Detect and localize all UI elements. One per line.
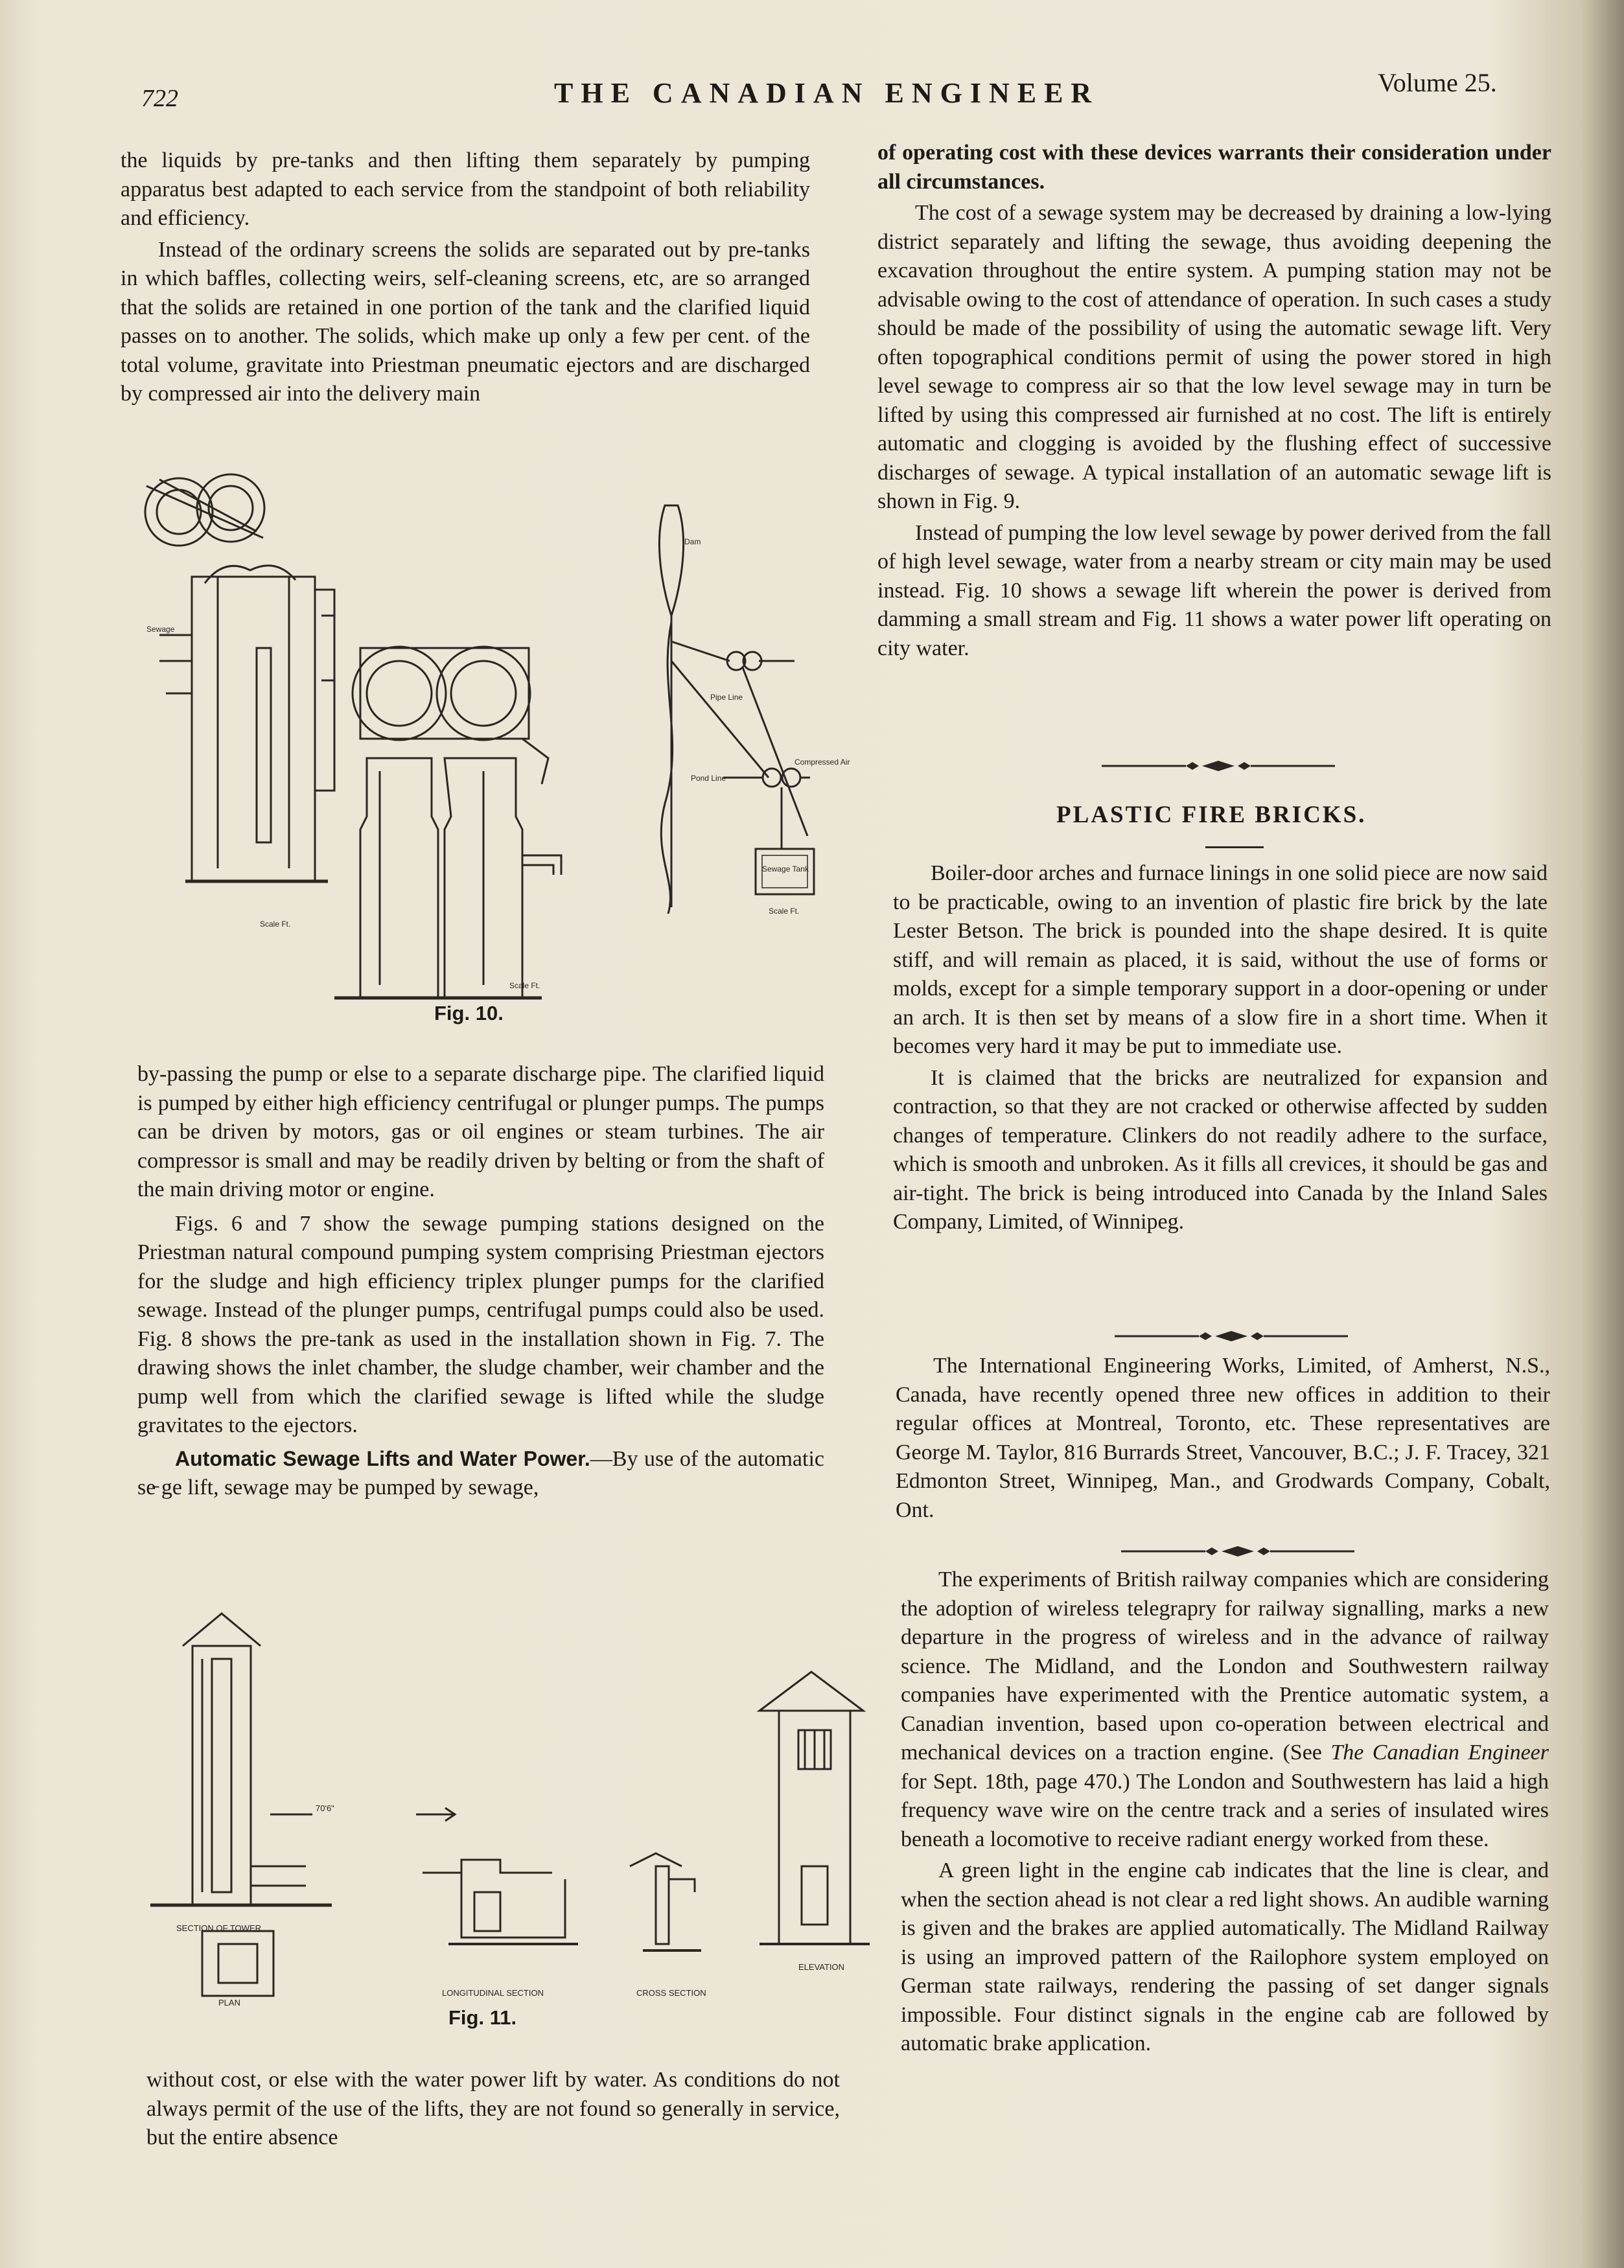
figure-10-label: Pipe Line bbox=[710, 693, 743, 702]
paragraph-text: The experiments of British railway companies which are considering the adoption of wireless telegrapry for railway signalling, marks a new departure in the progress of wireless and in the advance of railway science. The Midland, and the London and Southwestern railway companies have experimented with the Prentice automatic system, a Canadian invention, based upon co-operation between electrical and mechanical devices on a traction engine. (See bbox=[901, 1568, 1549, 1765]
figure-11-label: SECTION OF TOWER bbox=[176, 1923, 261, 1933]
ornament-divider-graphic bbox=[1102, 759, 1335, 772]
subheading: Automatic Sewage Lifts and Water Power. bbox=[175, 1446, 590, 1470]
figure-11-label: LONGITUDINAL SECTION bbox=[442, 1988, 544, 1998]
railway-signalling-article bbox=[901, 1566, 1549, 2059]
international-engineering-article bbox=[896, 1352, 1550, 1525]
paragraph: It is claimed that the bricks are neutralized for expansion and contraction, so that they are not cracked or otherwise affected by sudden changes of temperature. Clinkers do not readily adhere to the surface, which is smooth and unbroken. As it fills all crevices, it should be gas and air-tight. The brick is being introduced into Canada by the Inland Sales Company, Limited, of Winnipeg. bbox=[893, 1065, 1548, 1234]
paragraph: of operating cost with these devices warrants their consideration under all circumstances. bbox=[877, 141, 1551, 194]
plastic-fire-bricks-article bbox=[893, 859, 1548, 1237]
paragraph: Instead of the ordinary screens the solids are separated out by pre-tanks in which baffles, collecting weirs, self-cleaning screens, etc, are so arranged that the solids are retained in one portion of the tank and the clarified liquid passes on to another. The solids, which make up only a few per cent. of the total volume, gravitate into Priestman pneumatic ejectors and are discharged by compressed air into the delivery main bbox=[121, 237, 810, 406]
left-column-bottom bbox=[146, 2066, 840, 2153]
paragraph: A green light in the engine cab indicates that the line is clear, and when the section ahead is not clear a red light shows. An audible warning is given and the brakes are applied automatically. The Midland Railway is using an improved pattern of the Railophore system employed on German state railways, rendering the passing of set danger signals impossible. Four distinct signals in the engine cab are followed by automatic brake application. bbox=[901, 1858, 1549, 2055]
figure-10-label: Scale Ft. bbox=[509, 981, 540, 990]
paragraph: The International Engineering Works, Limited, of Amherst, N.S., Canada, have recently opened three new offices in addition to their regular offices at Montreal, Toronto, etc. These representatives are George M. Taylor, 816 Burrards Street, Vancouver, B.C.; J. F. Tracey, 321 Edmonton Street, Winnipeg, Man., and Grodwards Company, Cobalt, Ont. bbox=[896, 1354, 1550, 1522]
ornament-divider-graphic bbox=[1115, 1330, 1348, 1343]
paragraph: Figs. 6 and 7 show the sewage pumping stations designed on the Priestman natural compound pumping system comprising Priestman ejectors for the sludge and high efficiency triplex plunger pumps for the clarified sewage. Instead of the plunger pumps, centrifugal pumps could also be used. Fig. 8 shows the pre-tank as used in the installation shown in Fig. 7. The drawing shows the inlet chamber, the sludge chamber, weir chamber and the pump well from which the clarified sewage is lifted while the sludge gravitates to the ejectors. bbox=[137, 1211, 824, 1437]
paragraph: by-passing the pump or else to a separate discharge pipe. The clarified liquid is pumped by either high efficiency centrifugal or plunger pumps. The pumps can be driven by motors, gas or oil engines or steam turbines. The air compressor is small and may be readily driven by belting or from the shaft of the main driving motor or engine. bbox=[137, 1062, 824, 1201]
figure-11 bbox=[137, 1607, 876, 2009]
page-number: 722 bbox=[141, 85, 178, 112]
figure-10 bbox=[121, 467, 850, 1024]
figure-11-label: PLAN bbox=[218, 1998, 240, 2008]
ornament-divider bbox=[1115, 1330, 1348, 1343]
left-column-middle bbox=[137, 1060, 824, 1503]
figure-10-label: Sewage Tank bbox=[762, 864, 809, 874]
paragraph: the liquids by pre-tanks and then lifting them separately by pumping apparatus best adapted to each service from the standpoint of both reliability and efficiency. bbox=[121, 148, 810, 230]
figure-10-drawing bbox=[121, 467, 850, 1024]
left-column-top bbox=[121, 146, 810, 409]
paragraph: without cost, or else with the water power lift by water. As conditions do not always permit of the use of the lifts, they are not found so generally in service, but the entire absence bbox=[146, 2068, 840, 2149]
figure-11-drawing bbox=[137, 1607, 876, 2009]
ornament-divider bbox=[1102, 759, 1335, 772]
journal-reference: The Canadian Engineer bbox=[1330, 1741, 1549, 1765]
paragraph: Boiler-door arches and furnace linings in one solid piece are now said to be practicable, owing to an invention of plastic fire brick by the late Lester Betson. The brick is pounded into the shape desired. It is quite stiff, and will remain as placed, it is said, without the use of forms or molds, except for a simple temporary support in a door-opening or under an arch. It is then set by means of a slow fire in a short time. When it becomes very hard it may be put to immediate use. bbox=[893, 861, 1548, 1058]
short-rule bbox=[1205, 846, 1264, 848]
paragraph-text: —By use of the automatic se̵ ge lift, sewage may be pumped by sewage, bbox=[137, 1446, 825, 1499]
paragraph bbox=[901, 1566, 1549, 1854]
paragraph: The cost of a sewage system may be decreased by draining a low-lying district separately and lifting the sewage, thus avoiding deepening the excavation throughout the entire system. A pumping station may not be advisable owing to the cost of attendance of operation. In such cases a study should be made of the possibility of using the automatic sewage lift. Very often topographical conditions permit of using the power stored in high level sewage to compress air so that the low level sewage may in turn be lifted by using this compressed air furnished at no cost. The lift is entirely automatic and clogging is avoided by the flushing effect of successive discharges of sewage. A typical installation of an automatic sewage lift is shown in Fig. 9. bbox=[877, 201, 1551, 513]
figure-10-label: Sewage bbox=[146, 625, 175, 634]
figure-11-caption: Fig. 11. bbox=[448, 2006, 517, 2029]
figure-10-label: Compressed Air bbox=[795, 758, 850, 767]
figure-11-label: CROSS SECTION bbox=[636, 1988, 706, 1998]
figure-11-label: ELEVATION bbox=[798, 1962, 845, 1972]
journal-title: THE CANADIAN ENGINEER bbox=[554, 77, 1100, 109]
figure-10-label: Dam bbox=[684, 537, 701, 546]
volume-label: Volume 25. bbox=[1378, 68, 1497, 97]
ornament-divider bbox=[1121, 1545, 1354, 1558]
ornament-divider-graphic bbox=[1121, 1545, 1354, 1558]
paragraph bbox=[137, 1444, 824, 1503]
right-column-top bbox=[877, 139, 1551, 663]
paragraph-text: for Sept. 18th, page 470.) The London and Southwestern has laid a high frequency wave wire on the centre track and a series of insulated wires beneath a locomotive to receive radiant energy worked from these. bbox=[901, 1769, 1549, 1851]
figure-10-label: Scale Ft. bbox=[769, 907, 800, 916]
figure-10-caption: Fig. 10. bbox=[434, 1002, 504, 1024]
figure-11-label: 70'6" bbox=[316, 1803, 334, 1813]
figure-10-label: Scale Ft. bbox=[260, 920, 291, 929]
section-heading: PLASTIC FIRE BRICKS. bbox=[1056, 802, 1367, 828]
figure-10-label: Pond Line bbox=[691, 774, 726, 783]
paragraph: Instead of pumping the low level sewage by power derived from the fall of high level sewage, water from a nearby stream or city main may be used instead. Fig. 10 shows a sewage lift wherein the power is derived from damming a small stream and Fig. 11 shows a water power lift operating on city water. bbox=[877, 520, 1551, 660]
